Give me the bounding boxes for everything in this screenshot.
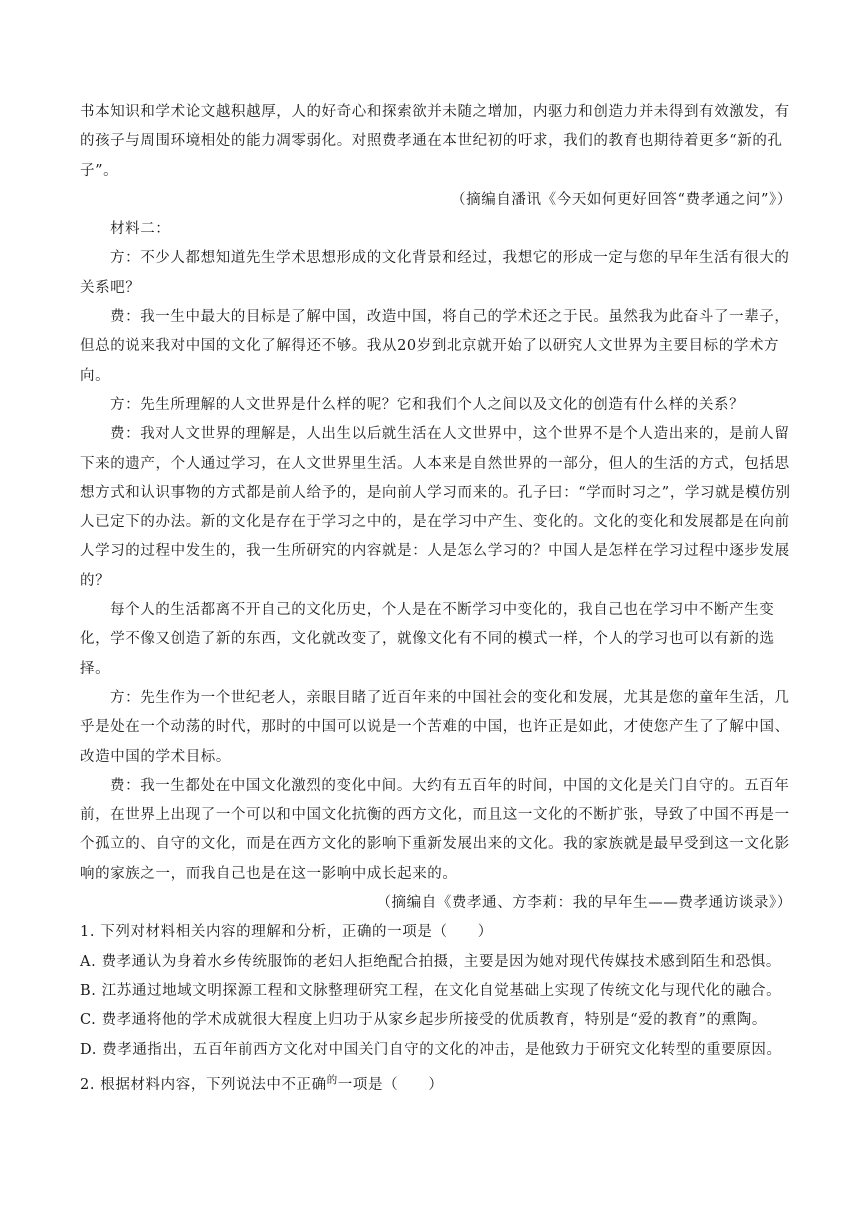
source-citation: （摘编自《费孝通、方李莉：我的早年生——费孝通访谈录》） bbox=[376, 895, 792, 912]
paragraph: 费：我一生中最大的目标是了解中国，改造中国，将自己的学术还之于民。虽然我为此奋斗了一辈子，但总的说来我对中国的文化了解得还不够。我从20岁到北京就开始了以研究人文世界为主要目标的学术方向。 bbox=[80, 309, 790, 384]
paragraph: 每个人的生活都离不开自己的文化历史，个人是在不断学习中变化的，我自己也在学习中不断产生变化，学不像又创造了新的东西，文化就改变了，就像文化有不同的模式一样，个人的学习也可以有新的选择。 bbox=[80, 602, 775, 677]
paragraph: 书本知识和学术论文越积越厚，人的好奇心和探索欲并未随之增加，内驱力和创造力并未得到有效激发，有的孩子与周围环境相处的能力凋零弱化。对照费孝通在本世纪初的吁求，我们的教育也期待着更多“新的孔子”。 bbox=[80, 104, 790, 179]
superscript-char: 的 bbox=[326, 1074, 338, 1087]
paragraph: 费：我一生都处在中国文化激烈的变化中间。大约有五百年的时间，中国的文化是关门自守的。五百年前，在世界上出现了一个可以和中国文化抗衡的西方文化，而且这一文化的不断扩张，导致了中国不再是一个孤立的、自守的文化，而是在西方文化的影响下重新发展出来的文化。我的家族就是最早受到这一文化影响的家族之一，而我自己也是在这一影响中成长起来的。 bbox=[80, 777, 790, 882]
question-stem-text: 一项是（ ） bbox=[337, 1076, 444, 1093]
question-stem-text: 2. 根据材料内容，下列说法中不正确 bbox=[80, 1076, 327, 1093]
option-c: C. 费孝通将他的学术成就很大程度上归功于从家乡起步所接受的优质教育，特别是“爱的教育”的熏陶。 bbox=[80, 1012, 767, 1029]
document-page bbox=[80, 98, 792, 1101]
question-stem bbox=[80, 1071, 792, 1101]
option-b: B. 江苏通过地域文明探源工程和文脉整理研究工程，在文化自觉基础上实现了传统文化与现代化的融合。 bbox=[80, 982, 782, 999]
question-stem: 1. 下列对材料相关内容的理解和分析，正确的一项是（ ） bbox=[80, 924, 493, 941]
source-citation: （摘编自潘讯《今天如何更好回答“费孝通之问”》） bbox=[451, 191, 792, 208]
paragraph: 方：先生所理解的人文世界是什么样的呢？它和我们个人之间以及文化的创造有什么样的关系？ bbox=[110, 396, 745, 413]
section-heading: 材料二： bbox=[110, 221, 171, 238]
paragraph: 方：不少人都想知道先生学术思想形成的文化背景和经过，我想它的形成一定与您的早年生活有很大的关系吧？ bbox=[80, 250, 790, 296]
option-d: D. 费孝通指出，五百年前西方文化对中国关门自守的文化的冲击，是他致力于研究文化转型的重要原因。 bbox=[80, 1041, 782, 1058]
paragraph: 方：先生作为一个世纪老人，亲眼目睹了近百年来的中国社会的变化和发展，尤其是您的童年生活，几乎是处在一个动荡的时代，那时的中国可以说是一个苦难的中国，也许正是如此，才使您产生了了解中国、改造中国的学术目标。 bbox=[80, 689, 790, 765]
paragraph: 费：我对人文世界的理解是，人出生以后就生活在人文世界中，这个世界不是个人造出来的，是前人留下来的遗产，个人通过学习，在人文世界里生活。人本来是自然世界的一部分，但人的生活的方式，包括思想方式和认识事物的方式都是前人给予的，是向前人学习而来的。孔子曰：“学而时习之”，学习就是模仿别人已定下的办法。新的文化是存在于学习之中的，是在学习中产生、变化的。文化的变化和发展都是在向前人学习的过程中发生的，我一生所研究的内容就是：人是怎么学习的？中国人是怎样在学习过程中逐步发展的？ bbox=[80, 426, 791, 589]
option-a: A. 费孝通认为身着水乡传统服饰的老妇人拒绝配合拍摄，主要是因为她对现代传媒技术感到陌生和恐惧。 bbox=[80, 953, 781, 970]
